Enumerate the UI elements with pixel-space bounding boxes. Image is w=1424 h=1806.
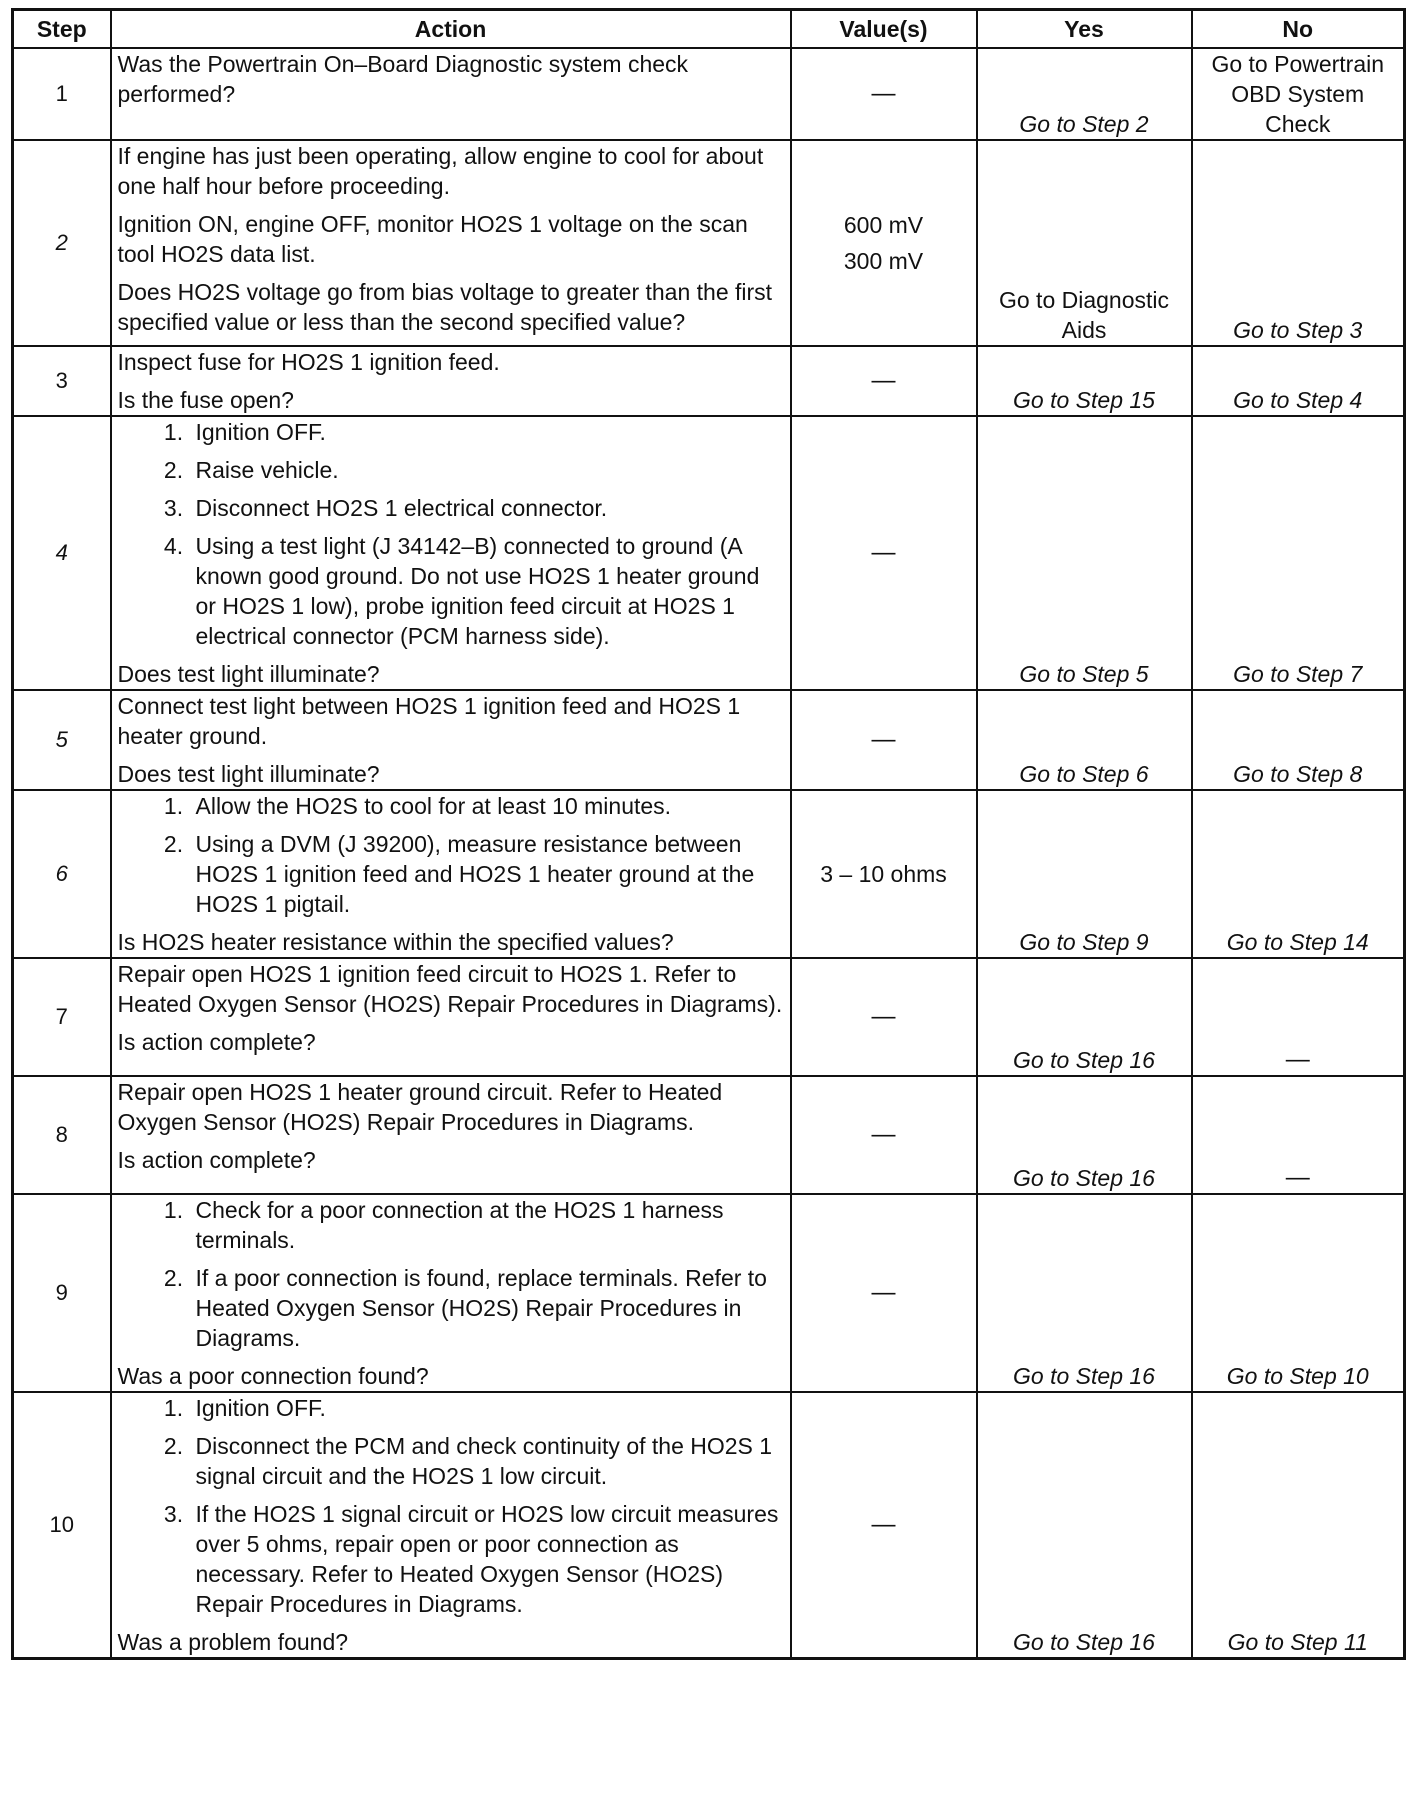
value-text: 600 mV [843,212,924,238]
values-cell [791,346,977,416]
yes-result: Go to Step 16 [977,1194,1192,1392]
value-text: — [871,80,896,107]
action-text: Repair open HO2S 1 ignition feed circuit to HO2S 1. Refer to Heated Oxygen Sensor (HO2S) Repair Procedures in Diagrams). [117,961,783,1017]
value-text: 300 mV [843,248,924,274]
action-text: Is action complete? [117,1029,316,1055]
action-step-item: 4. Using a test light (J 34142–B) connected to ground (A known good ground. Do not use HO2S 1 heater ground or HO2S 1 low), probe ignition feed circuit at HO2S 1 electrical connector (PCM harness side). [190,531,784,651]
action-text: Is action complete? [117,1147,316,1173]
table-row [13,416,1405,690]
action-cell [111,790,791,958]
no-result: Go to Step 8 [1192,690,1405,790]
header-values: Value(s) [791,10,977,49]
value-text: — [871,539,896,566]
no-result: Go to Powertrain OBD System Check [1192,48,1405,140]
yes-result: Go to Step 16 [977,1076,1192,1194]
values-cell [791,48,977,140]
no-result: Go to Step 10 [1192,1194,1405,1392]
value-text: — [871,726,896,753]
step-number: 9 [13,1194,111,1392]
table-row [13,1194,1405,1392]
header-no: No [1192,10,1405,49]
table-row [13,958,1405,1076]
values-cell [791,140,977,346]
table-row [13,346,1405,416]
yes-result: Go to Step 6 [977,690,1192,790]
table-row [13,790,1405,958]
no-result: Go to Step 7 [1192,416,1405,690]
action-cell [111,416,791,690]
action-question: Was a poor connection found? [117,1363,429,1389]
value-text: 3 – 10 ohms [820,861,947,887]
yes-result: Go to Diagnostic Aids [977,140,1192,346]
no-result: — [1192,1076,1405,1194]
no-result: — [1192,958,1405,1076]
action-step-item: 2. Raise vehicle. [190,455,784,485]
yes-result: Go to Step 16 [977,1392,1192,1659]
action-cell [111,140,791,346]
step-number: 5 [13,690,111,790]
table-row [13,1392,1405,1659]
yes-result: Go to Step 2 [977,48,1192,140]
action-text: Ignition ON, engine OFF, monitor HO2S 1 voltage on the scan tool HO2S data list. [117,211,748,267]
yes-result: Go to Step 5 [977,416,1192,690]
values-cell [791,958,977,1076]
action-cell [111,1392,791,1659]
values-cell [791,416,977,690]
action-steps-list [118,417,784,651]
action-step-item: 2. Using a DVM (J 39200), measure resistance between HO2S 1 ignition feed and HO2S 1 heater ground at the HO2S 1 pigtail. [190,829,784,919]
yes-result: Go to Step 9 [977,790,1192,958]
values-cell [791,790,977,958]
action-question: Does test light illuminate? [117,661,380,687]
action-text: Does test light illuminate? [117,761,380,787]
action-step-item: 1. Ignition OFF. [190,417,784,447]
step-number: 1 [13,48,111,140]
action-step-item: 2. Disconnect the PCM and check continuity of the HO2S 1 signal circuit and the HO2S 1 low circuit. [190,1431,784,1491]
no-result: Go to Step 14 [1192,790,1405,958]
action-steps-list [118,1195,784,1353]
action-question: Was a problem found? [117,1629,349,1655]
no-result: Go to Step 4 [1192,346,1405,416]
action-step-item: 3. If the HO2S 1 signal circuit or HO2S low circuit measures over 5 ohms, repair open or poor connection as necessary. Refer to Heated Oxygen Sensor (HO2S) Repair Procedures in Diagrams. [190,1499,784,1619]
action-step-item: 2. If a poor connection is found, replace terminals. Refer to Heated Oxygen Sensor (HO2S) Repair Procedures in Diagrams. [190,1263,784,1353]
step-number: 2 [13,140,111,346]
header-yes: Yes [977,10,1192,49]
action-question: Is HO2S heater resistance within the specified values? [117,929,674,955]
table-row [13,690,1405,790]
values-cell [791,1076,977,1194]
step-number: 4 [13,416,111,690]
action-text: If engine has just been operating, allow engine to cool for about one half hour before proceeding. [117,143,764,199]
action-step-item: 1. Allow the HO2S to cool for at least 10 minutes. [190,791,784,821]
value-text: — [871,1511,896,1538]
action-step-item: 3. Disconnect HO2S 1 electrical connector. [190,493,784,523]
step-number: 8 [13,1076,111,1194]
no-result: Go to Step 3 [1192,140,1405,346]
yes-result: Go to Step 15 [977,346,1192,416]
values-cell [791,1392,977,1659]
table-row [13,140,1405,346]
value-text: — [871,1279,896,1306]
action-steps-list [118,1393,784,1619]
value-text: — [871,1121,896,1148]
step-number: 7 [13,958,111,1076]
header-row [13,10,1405,49]
action-text: Is the fuse open? [117,387,294,413]
step-number: 10 [13,1392,111,1659]
action-text: Does HO2S voltage go from bias voltage to greater than the first specified value or less than the second specified value? [117,279,773,335]
value-text: — [871,1003,896,1030]
action-cell [111,346,791,416]
value-text: — [871,367,896,394]
table-row [13,48,1405,140]
action-cell [111,1076,791,1194]
action-steps-list [118,791,784,919]
action-cell [111,690,791,790]
step-number: 6 [13,790,111,958]
header-step: Step [13,10,111,49]
values-cell [791,1194,977,1392]
step-number: 3 [13,346,111,416]
action-text: Connect test light between HO2S 1 ignition feed and HO2S 1 heater ground. [117,693,741,749]
yes-result: Go to Step 16 [977,958,1192,1076]
action-step-item: 1. Ignition OFF. [190,1393,784,1423]
values-cell [791,690,977,790]
action-cell [111,958,791,1076]
action-step-item: 1. Check for a poor connection at the HO2S 1 harness terminals. [190,1195,784,1255]
action-cell [111,1194,791,1392]
no-result: Go to Step 11 [1192,1392,1405,1659]
diagnostic-table [11,8,1406,1660]
action-text: Inspect fuse for HO2S 1 ignition feed. [117,349,500,375]
action-text: Repair open HO2S 1 heater ground circuit. Refer to Heated Oxygen Sensor (HO2S) Repair Procedures in Diagrams. [117,1079,723,1135]
header-action: Action [111,10,791,49]
table-row [13,1076,1405,1194]
action-cell [111,48,791,140]
action-text: Was the Powertrain On–Board Diagnostic system check performed? [117,51,689,107]
